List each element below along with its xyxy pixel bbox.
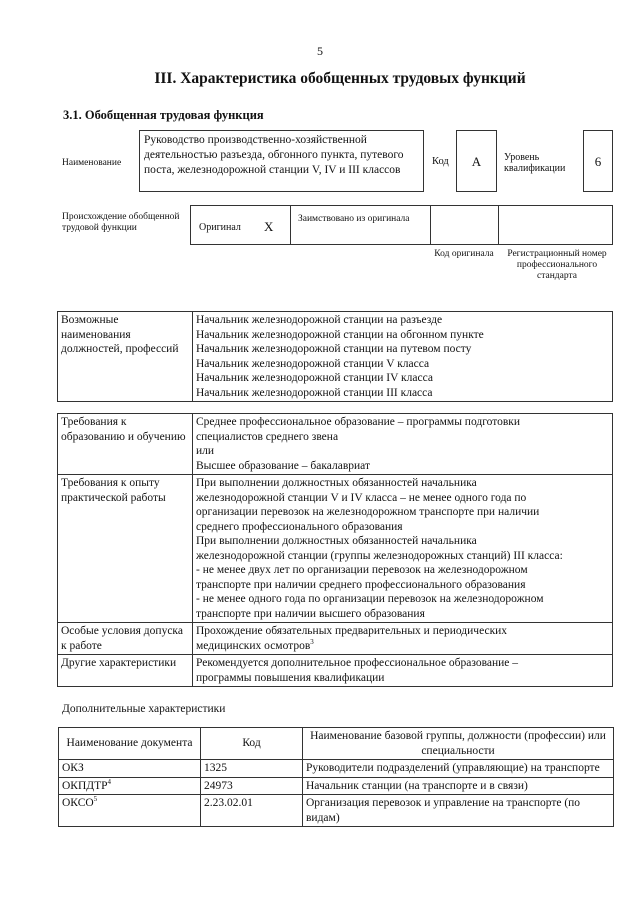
requirement-label: Другие характеристики bbox=[58, 655, 193, 687]
table-row bbox=[59, 760, 614, 778]
code-cell: 2.23.02.01 bbox=[201, 795, 303, 827]
position-item: Начальник железнодорожной станции на обгонном пункте bbox=[196, 328, 484, 341]
requirement-value bbox=[193, 475, 613, 623]
page-number: 5 bbox=[317, 44, 323, 58]
header-document: Наименование документа bbox=[59, 728, 201, 760]
requirement-line: специалистов среднего звена bbox=[196, 430, 339, 443]
level-label: Уровень квалификации bbox=[504, 152, 566, 174]
requirements-table bbox=[57, 413, 613, 687]
positions-label: Возможные наименования должностей, профессий bbox=[58, 312, 193, 402]
table-row bbox=[58, 475, 613, 623]
requirement-line: При выполнении должностных обязанностей начальника bbox=[196, 535, 477, 547]
doc-name: ОКПДТР bbox=[62, 779, 108, 792]
function-name-value: Руководство производственно-хозяйственной деятельностью разъезда, обгонного пункта, путевого поста, железнодорожной станции V, IV и III классов bbox=[144, 134, 404, 176]
name-label: Наименование bbox=[62, 158, 122, 168]
requirement-line: организации перевозок на железнодорожном транспорте при наличии bbox=[196, 506, 540, 518]
requirement-line: При выполнении должностных обязанностей начальника bbox=[196, 477, 477, 489]
requirement-line: среднего профессионального образования bbox=[196, 520, 403, 533]
function-name-box bbox=[139, 130, 424, 192]
borrowed-label: Заимствовано из оригинала bbox=[298, 214, 410, 224]
requirement-line bbox=[196, 639, 609, 654]
original-mark: Х bbox=[264, 219, 274, 234]
doc-name: ОКЗ bbox=[62, 762, 84, 774]
requirement-line: транспорте при наличии среднего профессионального образования bbox=[196, 578, 526, 591]
level-value-box bbox=[583, 130, 613, 192]
origin-label: Происхождение обобщенной трудовой функции bbox=[62, 212, 180, 233]
header-name: Наименование базовой группы, должности (профессии) или специальности bbox=[303, 728, 614, 760]
requirement-line: Высшее образование – бакалавриат bbox=[196, 459, 370, 472]
positions-table bbox=[57, 311, 613, 402]
requirement-line: железнодорожной станции V и IV класса – не менее одного года по bbox=[196, 491, 527, 504]
header-code: Код bbox=[201, 728, 303, 760]
requirement-line: транспорте при наличии высшего образования bbox=[196, 607, 425, 620]
origin-box bbox=[190, 205, 613, 245]
requirement-value bbox=[193, 414, 613, 475]
code-cell: 24973 bbox=[201, 777, 303, 795]
additional-title: Дополнительные характеристики bbox=[62, 703, 226, 715]
requirement-line: Среднее профессиональное образование – программы подготовки bbox=[196, 416, 521, 428]
requirement-line: или bbox=[196, 445, 215, 457]
table-header-row bbox=[59, 728, 614, 760]
requirement-line: Прохождение обязательных предварительных и периодических bbox=[196, 625, 508, 637]
doc-cell bbox=[59, 795, 201, 827]
requirement-line: Рекомендуется дополнительное профессиональное образование – bbox=[196, 657, 519, 669]
doc-cell bbox=[59, 760, 201, 778]
footnote-ref: 3 bbox=[310, 637, 314, 646]
origin-divider-2 bbox=[430, 205, 431, 245]
reg-caption: Регистрационный номер профессионального стандарта bbox=[507, 249, 607, 281]
doc-cell bbox=[59, 777, 201, 795]
additional-table bbox=[58, 727, 614, 827]
requirement-label: Требования к опыту практической работы bbox=[58, 475, 193, 623]
requirement-line-text: медицинских осмотров bbox=[196, 639, 311, 652]
requirement-label: Особые условия допуска к работе bbox=[58, 623, 193, 655]
positions-list bbox=[193, 312, 613, 402]
subsection-title: 3.1. Обобщенная трудовая функция bbox=[63, 108, 264, 122]
code-cell: 1325 bbox=[201, 760, 303, 778]
requirement-line: - не менее двух лет по организации перевозок на железнодорожном bbox=[196, 564, 528, 576]
level-value: 6 bbox=[594, 154, 602, 169]
requirement-label: Требования к образованию и обучению bbox=[58, 414, 193, 475]
table-row bbox=[58, 414, 613, 475]
table-row bbox=[59, 777, 614, 795]
requirement-line: программы повышения квалификации bbox=[196, 671, 385, 684]
table-row bbox=[59, 795, 614, 827]
requirement-value bbox=[193, 655, 613, 687]
requirement-value bbox=[193, 623, 613, 655]
origin-divider-1 bbox=[290, 205, 291, 245]
position-item: Начальник железнодорожной станции на путевом посту bbox=[196, 343, 472, 355]
position-item: Начальник железнодорожной станции V класса bbox=[196, 357, 430, 370]
table-row bbox=[58, 655, 613, 687]
origin-divider-3 bbox=[498, 205, 499, 245]
name-cell: Начальник станции (на транспорте и в связи) bbox=[303, 777, 614, 795]
footnote-ref: 5 bbox=[93, 795, 98, 804]
code-value-box bbox=[456, 130, 497, 192]
table-row bbox=[58, 623, 613, 655]
original-label: Оригинал bbox=[199, 222, 241, 233]
name-cell: Руководители подразделений (управляющие) на транспорте bbox=[303, 760, 614, 778]
requirement-line: железнодорожной станции (группы железнодорожных станций) III класса: bbox=[196, 549, 563, 562]
code-label: Код bbox=[432, 156, 449, 167]
position-item: Начальник железнодорожной станции IV класса bbox=[196, 372, 433, 384]
footnote-ref: 4 bbox=[107, 777, 112, 786]
doc-name: ОКСО bbox=[62, 797, 94, 809]
name-cell: Организация перевозок и управление на транспорте (по видам) bbox=[303, 795, 614, 827]
requirement-line: - не менее одного года по организации перевозок на железнодорожном bbox=[196, 593, 544, 605]
code-value: А bbox=[471, 154, 482, 169]
position-item: Начальник железнодорожной станции III класса bbox=[196, 386, 433, 399]
position-item: Начальник железнодорожной станции на разъезде bbox=[196, 314, 443, 326]
code-caption: Код оригинала bbox=[434, 249, 494, 259]
section-title: III. Характеристика обобщенных трудовых функций bbox=[154, 70, 526, 87]
